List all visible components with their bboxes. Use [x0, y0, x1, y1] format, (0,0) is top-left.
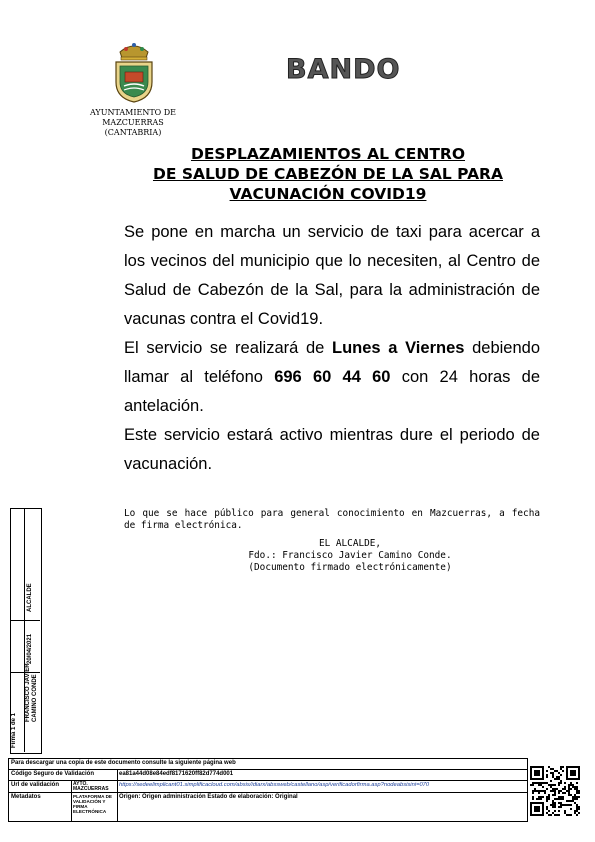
- signed-note: (Documento firmado electrónicamente): [248, 562, 452, 573]
- csv-label: Código Seguro de Validación: [11, 771, 95, 777]
- signer-name: Fdo.: Francisco Javier Camino Conde.: [248, 550, 452, 561]
- url-label: Url de validación: [11, 782, 60, 788]
- paragraph-duration: Este servicio estará activo mientras dure el periodo de vacunación.: [124, 426, 540, 473]
- validation-url-link[interactable]: https://sedeelimplicant01.simplificacloud.com/absis/idiarx/abssweb/castellano/asp/verificadorfirma.asp?nodeabsisini=070: [119, 782, 430, 788]
- service-days: Lunes a Viernes: [332, 339, 465, 357]
- closing-statement: Lo que se hace público para general conocimiento en Mazcuerras, a fecha de firma electrónica.: [124, 508, 540, 531]
- signer-role: EL ALCALDE,: [318, 538, 382, 549]
- csv-value: ea81a44d08e84edf8171620ff82d774d001: [119, 771, 234, 777]
- signature-name-line-1: FRANCISCO JAVIER: [25, 663, 31, 722]
- qr-code-image: [530, 766, 580, 816]
- url-issuer: AYTO. MAZCUERRAS: [73, 781, 109, 792]
- validation-footer: [8, 758, 528, 822]
- signature-date: 20/04/2021: [27, 633, 33, 664]
- download-note: Para descargar una copia de este documento consulte la siguiente página web: [11, 760, 236, 766]
- metadata-value: Origen: Origen administración Estado de elaboración: Original: [119, 794, 298, 800]
- metadata-label: Metadatos: [11, 794, 41, 800]
- document-heading: BANDO: [286, 54, 401, 85]
- signature-box-row-divider: [10, 620, 40, 621]
- paragraph-schedule: El servicio se realizará de Lunes a Viernes debiendo llamar al teléfono 696 60 44 60 con 24 horas de antelación.: [124, 339, 540, 415]
- signature-block: [200, 538, 500, 574]
- announcement-body: [124, 218, 540, 479]
- phone-number: 696 60 44 60: [274, 368, 391, 386]
- signature-page: Firma 1 de 1: [11, 712, 17, 748]
- coat-of-arms-image: [110, 40, 158, 104]
- signature-name-line-2: CAMINO CONDE: [32, 674, 38, 722]
- paragraph-service: Se pone en marcha un servicio de taxi para acercar a los vecinos del municipio que lo necesiten, al Centro de Salud de Cabezón de la Sal, para la administración de vacunas contra el Covid19.: [124, 223, 540, 328]
- signature-role: ALCALDE: [27, 583, 33, 612]
- document-title: DESPLAZAMIENTOS AL CENTRO DE SALUD DE CABEZÓN DE LA SAL PARA VACUNACIÓN COVID19: [152, 145, 503, 203]
- metadata-issuer: PLATAFORMA DE VALIDACIÓN Y FIRMA ELECTRÓNICA: [73, 794, 112, 814]
- municipality-name: AYUNTAMIENTO DE MAZCUERRAS (CANTABRIA): [89, 108, 177, 137]
